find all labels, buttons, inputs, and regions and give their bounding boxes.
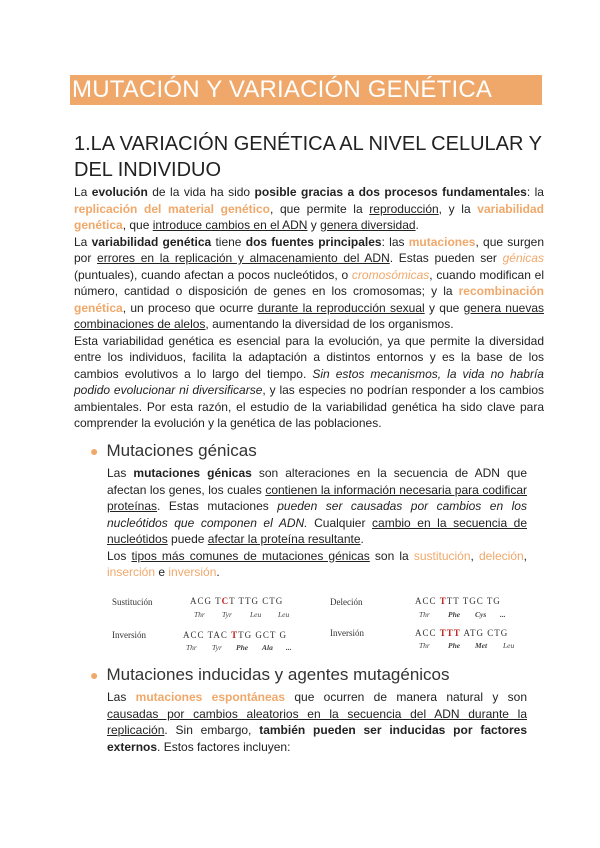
section-1-heading: 1.LA VARIACIÓN GENÉTICA AL NIVEL CELULAR Y DEL INDIVIDUO [74,133,542,181]
figure-label-sustitucion: Sustitución [112,597,153,607]
section-1-body [74,184,544,432]
section-2-heading: ● Mutaciones génicas [90,441,257,460]
document-banner: MUTACIÓN Y VARIACIÓN GENÉTICA [70,75,542,105]
figure-label-inversion-2: Inversión [330,628,364,638]
amino-acid-1: Thr [194,610,205,619]
paragraph-mutaciones-genicas: Las mutaciones génicas son alteraciones en la secuencia de ADN que afectan los genes, los cuales contienen la información necesaria para codificar proteínas. Estas mutaciones pueden ser causadas por cambios en los nucleótidos que componen el ADN. Cualquier cambio en la secuencia de nucleótidos puede afectar la proteína resultante. [107,466,528,546]
bullet-icon: ● [90,443,99,459]
amino-acid-5: ... [286,643,292,652]
amino-acid-3: Leu [250,610,262,619]
figure-label-inversion: Inversión [112,630,146,640]
dna-sequence-sustitucion: ACG TCT TTG CTG [190,596,284,606]
amino-acid-4: Leu [278,610,290,619]
amino-acid-3: Met [475,641,488,650]
section-2-body [107,465,527,581]
amino-acid-2: Tyr [212,643,222,652]
dna-sequence-delecion: ACC TTT TGC TG [415,596,501,606]
section-3-body [107,689,527,755]
paragraph-tipos: Los tipos más comunes de mutaciones génicas son la sustitución, deleción, inserción e inversión. [107,548,528,579]
amino-acid-2: Phe [448,641,461,650]
amino-acid-2: Tyr [222,610,232,619]
paragraph-mutaciones-espontaneas: Las mutaciones espontáneas que ocurren de manera natural y son causadas por cambios aleatorios en la secuencia del ADN durante la replicación. Sin embargo, también pueden ser inducidas por factores externos. Estos factores incluyen: [107,690,528,754]
figure-label-delecion: Deleción [330,597,363,607]
amino-acid-1: Thr [186,643,197,652]
dna-sequence-inversion-2: ACC TTT ATG CTG [415,628,509,638]
paragraph-evolucion: La evolución de la vida ha sido posible gracias a dos procesos fundamentales: la replicación del material genético, que permite la reproducción, y la variabilidad genética, que introduce cambios en el ADN y genera diversidad. [74,185,544,232]
amino-acid-4: ... [500,610,506,619]
paragraph-variabilidad: La variabilidad genética tiene dos fuentes principales: las mutaciones, que surgen por errores en la replicación y almacenamiento del ADN. Estas pueden ser génicas (puntuales), cuando afectan a pocos nucleótidos, o cromosómicas, cuando modifican el número, cantidad o disposición de genes en los cromosomas; y la recombinación genética, un proceso que ocurre durante la reproducción sexual y que genera nuevas combinaciones de alelos, aumentando la diversidad de los organismos. [74,234,544,331]
amino-acid-3: Cys [475,610,487,619]
amino-acid-1: Thr [419,610,430,619]
amino-acid-1: Thr [419,641,430,650]
amino-acid-4: Ala [262,643,273,652]
amino-acid-4: Leu [503,641,515,650]
paragraph-importancia: Esta variabilidad genética es esencial para la evolución, ya que permite la diversidad entre los individuos, facilita la adaptación a distintos entornos y es la base de los cambios evolutivos a lo largo del tiempo. Sin estos mecanismos, la vida no habría podido evolucionar ni diversificarse, y las especies no podrían responder a los cambios ambientales. Por esta razón, el estudio de la variabilidad genética ha sido clave para comprender la evolución y la genética de las poblaciones. [74,333,544,430]
section-3-heading: ● Mutaciones inducidas y agentes mutagénicos [90,665,450,684]
bullet-icon: ● [90,667,99,683]
amino-acid-2: Phe [448,610,461,619]
dna-sequence-inversion: ACC TAC TTG GCT G [183,630,287,640]
amino-acid-3: Phe [236,643,249,652]
